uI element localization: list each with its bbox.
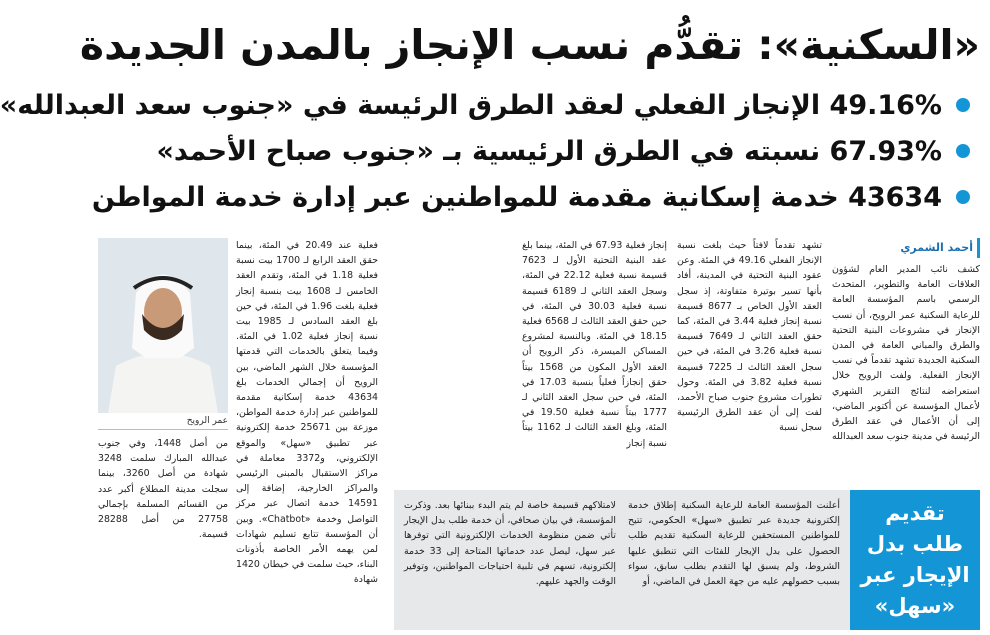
sidebar-box bbox=[394, 490, 980, 630]
byline: أحمد الشمري bbox=[894, 238, 980, 258]
subhead-2 bbox=[98, 128, 980, 174]
subhead-3 bbox=[91, 174, 980, 220]
portrait-icon bbox=[98, 238, 228, 413]
subhead-text: 49.16% الإنجاز الفعلي لعقد الطرق الرئيسة في «جنوب سعد العبدالله» bbox=[0, 89, 942, 121]
sidebar-box-title: تقديم طلب بدل الإيجار عبر «سهل» bbox=[850, 490, 980, 630]
bullet-icon bbox=[956, 98, 970, 112]
article-column-2: تشهد تقدماً لافتاً حيث بلغت نسبة الإنجاز الفعلي 49.16 في المئة. وعن عقود البنية التحتية في المدينة، أفاد بأنها تسير بوتيرة متفاوتة، إذ سجل العقد الأول الخاص بـ 8677 قسيمة نسبة إنجاز فعلية 3.44 في المئة، كما حقق العقد الثاني لـ 7649 قسيمة نسبة فعلية 3.26 في المئة، في حين سجل العقد الثالث لـ 7225 قسيمة نسبة فعلية 3.82 في المئة. وحول تطورات مشروع جنوب صباح الأحمد، لفت إلى أن عقد الطرق الرئيسية سجل نسبة bbox=[677, 240, 822, 434]
subhead-1 bbox=[0, 82, 980, 128]
subheads bbox=[0, 82, 980, 220]
bullet-icon bbox=[956, 144, 970, 158]
portrait-photo bbox=[98, 238, 228, 413]
article-column-5: من أصل 1448، وفي جنوب عبدالله المبارك سلمت 3248 شهادة من أصل 3260، بينما سجلت مدينة المطلاع أكبر عدد من القسائم المسلمة بإجمالي 27758 من أصل 28288 قسيمة. bbox=[98, 438, 228, 541]
subhead-text: 67.93% نسبته في الطرق الرئيسية بـ «جنوب صباح الأحمد» bbox=[156, 135, 942, 167]
sidebar-box-column-2: لامتلاكهم قسيمة خاصة لم يتم البدء ببنائها بعد. وذكرت المؤسسة، في بيان صحافي، أن خدمة طلب بدل الإيجار تأتي ضمن منظومة الخدمات الإلكترونية التي توفرها عبر سهل، ليصل عدد خدماتها المتاحة إلى 33 خدمة إلكترونية، تسهم في تلبية احتياجات المواطنين، وتوفير الوقت والجهد عليهم. bbox=[404, 500, 616, 588]
article-column-4: فعلية عند 20.49 في المئة، بينما حقق العقد الرابع لـ 1700 بيت نسبة فعلية 1.18 في المئة، وتقدم العقد الخامس لـ 1608 بيت بنسبة إنجاز فعلية بلغت 1.96 في المئة، في حين بلغ العقد السادس لـ 1985 بيت نسبة إنجاز فعلية 1.02 في المئة. وفيما يتعلق بالخدمات التي قدمتها المؤسسة خلال الشهر الماضي، بين الرويح أن إجمالي الخدمات بلغ 43634 خدمة إسكانية مقدمة للمواطنين عبر إدارة خدمة المواطن، موزعة بين 25671 خدمة إلكترونية عبر تطبيق «سهل» والموقع الإلكتروني، و3372 معاملة في مراكز الاستقبال بالمبنى الرئيسي والمراكز الخارجية، إضافة إلى 14591 خدمة اتصال عبر مركز التواصل وخدمة «Chatbot». وبين أن المؤسسة تتابع تسليم شهادات لمن يهمه الأمر الخاصة بأذونات البناء، حيث سلمت في خيطان 1420 شهادة bbox=[236, 240, 379, 586]
subhead-text: 43634 خدمة إسكانية مقدمة للمواطنين عبر إدارة خدمة المواطن bbox=[91, 181, 942, 213]
sidebar-box-body bbox=[394, 490, 850, 630]
article-column-1: كشف نائب المدير العام لشؤون العلاقات العامة والتطوير، المتحدث الرسمي باسم المؤسسة العامة للرعاية السكنية عمر الرويح، أن نسب الإنجاز في مشروعات البنية التحتية والطرق والمباني العامة في المدن السكنية الجديدة تشهد تقدماً في نسب الإنجاز الفعلية. ولفت الرويح خلال استعراضه لنتائج التقرير الشهري لأعمال المؤسسة عن أكتوبر الماضي، إلى أن الأعمال في عقد الطرق الرئيسة في مدينة جنوب سعد العبدالله bbox=[832, 264, 980, 443]
article-column-3: إنجاز فعلية 67.93 في المئة، بينما بلغ عقد البنية التحتية الأول لـ 7623 قسيمة نسبة فعلية 22.12 في المئة، وسجل العقد الثاني لـ 6189 قسيمة نسبة فعلية 30.03 في المئة، في حين حقق العقد الثالث لـ 6568 فعلية 18.15 في المئة. وبالنسبة لمشروع المساكن الميسرة، ذكر الرويح أن العقد الأول المكون من 1568 بيتاً حقق إنجازاً فعلياً بنسبة 17.03 في المئة، في حين سجل العقد الثاني لـ 1777 بيتاً نسبة فعلية 19.50 في المئة، وبلغ العقد الثالث لـ 1162 بيتاً نسبة إنجاز bbox=[522, 240, 667, 449]
sidebar-box-column-1: أعلنت المؤسسة العامة للرعاية السكنية إطلاق خدمة إلكترونية جديدة عبر تطبيق «سهل» الحكومي، تتيح للمواطنين المستحقين للرعاية السكنية تقديم طلب الحصول على بدل الإيجار للفئات التي تنطبق عليها الشروط، ولم يسبق لها التقدم بطلب سابق، سواء بسبب حصولهم عليه من جهة العمل في الماضي، أو bbox=[628, 500, 840, 588]
photo-caption: عمر الرويح bbox=[98, 416, 228, 430]
headline: «السكنية»: تقدُّم نسب الإنجاز بالمدن الجديدة bbox=[79, 21, 980, 69]
bullet-icon bbox=[956, 190, 970, 204]
